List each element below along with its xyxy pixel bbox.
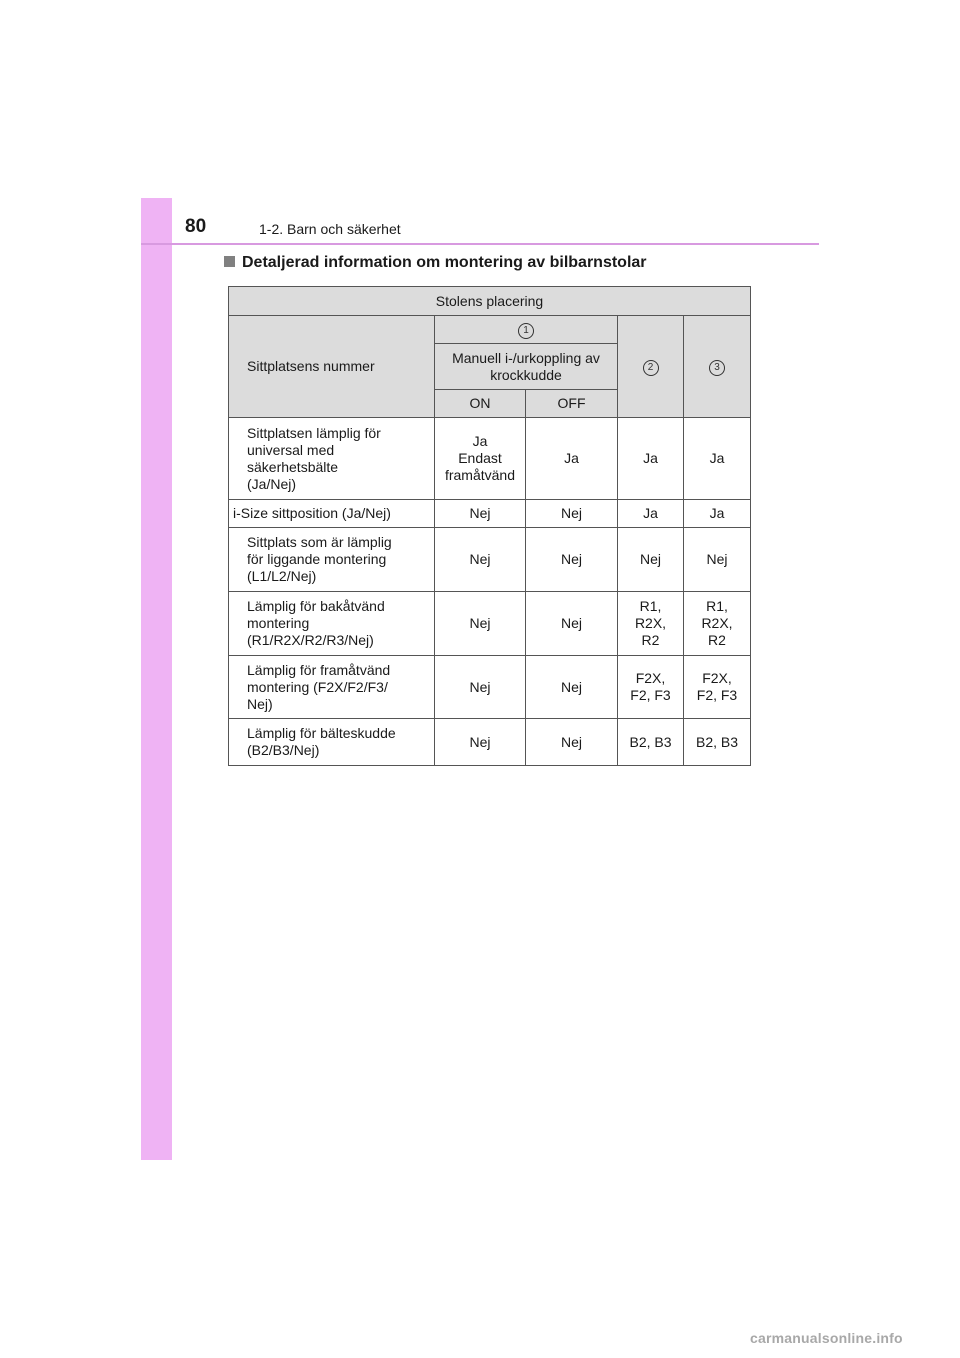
square-bullet-icon xyxy=(224,256,235,267)
cell-off: Nej xyxy=(526,500,618,528)
row-label: Lämplig för framåtvänd montering (F2X/F2/F3/ Nej) xyxy=(229,656,435,719)
side-color-band xyxy=(141,198,172,1160)
position-3-header xyxy=(684,316,751,418)
cell-on: Nej xyxy=(435,719,526,766)
cell-position-2: R1, R2X, R2 xyxy=(618,592,684,656)
circled-number-1-icon: 1 xyxy=(518,323,534,339)
cell-position-3: B2, B3 xyxy=(684,719,751,766)
seat-placement-header: Stolens placering xyxy=(229,287,751,316)
on-header: ON xyxy=(435,390,526,418)
cell-off: Nej xyxy=(526,528,618,592)
table-row xyxy=(229,592,751,656)
row-label: Lämplig för bälteskudde (B2/B3/Nej) xyxy=(229,719,435,766)
cell-position-2: F2X, F2, F3 xyxy=(618,656,684,719)
row-label: Sittplats som är lämplig för liggande montering (L1/L2/Nej) xyxy=(229,528,435,592)
cell-on: Nej xyxy=(435,656,526,719)
watermark-text: carmanualsonline.info xyxy=(750,1330,903,1346)
cell-on: Nej xyxy=(435,528,526,592)
table-row xyxy=(229,719,751,766)
cell-position-2: Nej xyxy=(618,528,684,592)
child-seat-info-table xyxy=(228,286,751,766)
circled-number-2-icon: 2 xyxy=(643,360,659,376)
cell-position-2: Ja xyxy=(618,500,684,528)
row-label: Sittplatsen lämplig för universal med säkerhetsbälte (Ja/Nej) xyxy=(229,418,435,500)
cell-on: Nej xyxy=(435,592,526,656)
seat-number-header: Sittplatsens nummer xyxy=(229,316,435,418)
table-row xyxy=(229,656,751,719)
cell-position-3: Nej xyxy=(684,528,751,592)
cell-position-3: Ja xyxy=(684,418,751,500)
cell-position-3: F2X, F2, F3 xyxy=(684,656,751,719)
cell-off: Ja xyxy=(526,418,618,500)
header-rule xyxy=(141,243,819,245)
position-2-header xyxy=(618,316,684,418)
cell-on: Ja Endast framåtvänd xyxy=(435,418,526,500)
cell-position-2: B2, B3 xyxy=(618,719,684,766)
section-heading xyxy=(224,254,647,272)
section-title: 1-2. Barn och säkerhet xyxy=(259,221,401,237)
cell-position-3: R1, R2X, R2 xyxy=(684,592,751,656)
row-label: Lämplig för bakåtvänd montering (R1/R2X/R2/R3/Nej) xyxy=(229,592,435,656)
cell-on: Nej xyxy=(435,500,526,528)
cell-off: Nej xyxy=(526,719,618,766)
circled-number-3-icon: 3 xyxy=(709,360,725,376)
table-row xyxy=(229,528,751,592)
airbag-switch-header: Manuell i-/urkoppling av krockkudde xyxy=(435,344,618,390)
page-number: 80 xyxy=(185,216,207,237)
table-row xyxy=(229,418,751,500)
cell-off: Nej xyxy=(526,656,618,719)
table-row xyxy=(229,500,751,528)
off-header: OFF xyxy=(526,390,618,418)
row-label: i-Size sittposition (Ja/Nej) xyxy=(229,500,435,528)
cell-position-2: Ja xyxy=(618,418,684,500)
position-1-header xyxy=(435,316,618,344)
heading-text: Detaljerad information om montering av bilbarnstolar xyxy=(242,254,647,271)
cell-position-3: Ja xyxy=(684,500,751,528)
cell-off: Nej xyxy=(526,592,618,656)
